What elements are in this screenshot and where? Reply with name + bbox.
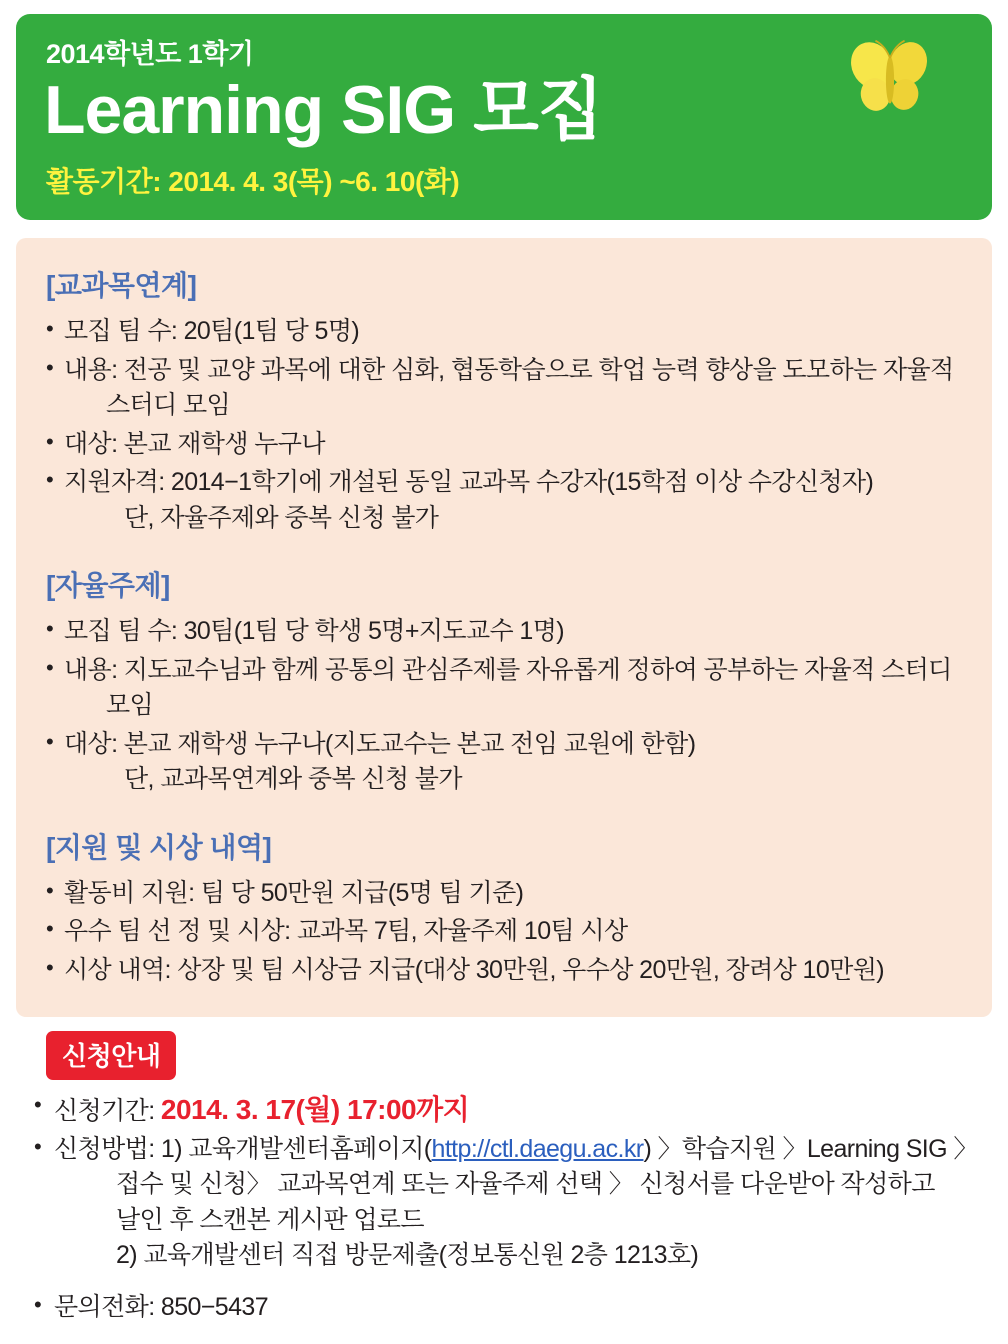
section-title-free-topic: [자율주제] — [46, 570, 170, 601]
list-item-text: 내용: 지도교수님과 함께 공통의 관심주제를 자유롭게 정하여 공부하는 자율적 스터디 — [64, 655, 952, 684]
poster-header — [16, 14, 992, 220]
apply-period-label: 신청기간: — [54, 1097, 155, 1125]
section-list-free-topic — [42, 614, 966, 798]
list-item-text: 모집 팀 수: 30팀(1팀 당 학생 5명+지도교수 1명) — [64, 617, 564, 645]
page-title: Learning SIG 모집 — [44, 71, 603, 148]
list-item-continuation: 모임 — [106, 691, 154, 719]
header-period: 활동기간: 2014. 4. 3(목) ~6. 10(화) — [46, 165, 460, 197]
section-list-course-link — [42, 314, 966, 536]
apply-badge: 신청안내 — [46, 1031, 176, 1080]
list-item — [42, 876, 966, 912]
apply-method-line3: 날인 후 스캔본 게시판 업로드 — [116, 1205, 424, 1234]
list-item-apply-method — [30, 1132, 982, 1274]
apply-method-line2: 접수 및 신청〉 교과목연계 또는 자율주제 선택 〉 신청서를 다운받아 작성하고 — [116, 1170, 935, 1199]
header-pre-title: 2014학년도 1학기 — [46, 39, 254, 69]
list-item — [42, 353, 966, 424]
list-item — [42, 914, 966, 950]
list-item-continuation: 스터디 모임 — [106, 391, 231, 419]
list-item — [42, 727, 966, 798]
list-item-text: 우수 팀 선 정 및 시상: 교과목 7팀, 자율주제 10팀 시상 — [64, 917, 628, 945]
ctl-homepage-link[interactable]: http://ctl.daegu.ac.kr — [431, 1134, 644, 1163]
contact-phone: 문의전화: 850−5437 — [54, 1292, 269, 1321]
list-item-text: 대상: 본교 재학생 누구나 — [64, 429, 325, 458]
list-item — [42, 427, 966, 463]
section-title-support-awards: [지원 및 시상 내역] — [46, 831, 272, 863]
list-item-apply-period — [30, 1090, 982, 1130]
content-panel — [16, 238, 992, 1017]
list-item-text: 시상 내역: 상장 및 팀 시상금 지급(대상 30만원, 우수상 20만원, 장려상 10만원) — [64, 955, 884, 984]
apply-section — [16, 1031, 992, 1325]
list-item-continuation: 단, 교과목연계와 중복 신청 불가 — [124, 765, 462, 793]
list-item-phone — [30, 1290, 982, 1326]
list-item — [42, 314, 966, 350]
section-list-support-awards — [42, 876, 966, 989]
apply-method-label: 신청방법: — [54, 1134, 155, 1163]
apply-period-value: 2014. 3. 17(월) 17:00까지 — [160, 1094, 470, 1125]
list-item — [42, 953, 966, 989]
list-item — [42, 614, 966, 650]
list-item-continuation: 단, 자율주제와 중복 신청 불가 — [124, 503, 439, 532]
list-item — [42, 653, 966, 724]
section-title-course-link: [교과목연계] — [46, 270, 197, 301]
list-item-text: 내용: 전공 및 교양 과목에 대한 심화, 협동학습으로 학업 능력 향상을 도모하는 자율적 — [64, 355, 954, 384]
list-item-text: 대상: 본교 재학생 누구나(지도교수는 본교 전임 교원에 한함) — [64, 729, 696, 758]
list-item-text: 지원자격: 2014−1학기에 개설된 동일 교과목 수강자(15학점 이상 수강신청자) — [64, 468, 874, 496]
apply-list — [30, 1090, 982, 1325]
apply-method-line4: 2) 교육개발센터 직접 방문제출(정보통신원 2층 1213호) — [116, 1241, 699, 1270]
list-item-text: 활동비 지원: 팀 당 50만원 지급(5명 팀 기준) — [64, 878, 524, 907]
apply-method-line1-pre: 1) 교육개발센터홈페이지( — [160, 1134, 432, 1163]
list-item-text: 모집 팀 수: 20팀(1팀 당 5명) — [64, 317, 360, 345]
apply-method-line1-post: ) 〉학습지원 〉Learning SIG 〉 — [643, 1134, 978, 1163]
list-item — [42, 465, 966, 536]
butterfly-icon — [844, 38, 936, 120]
